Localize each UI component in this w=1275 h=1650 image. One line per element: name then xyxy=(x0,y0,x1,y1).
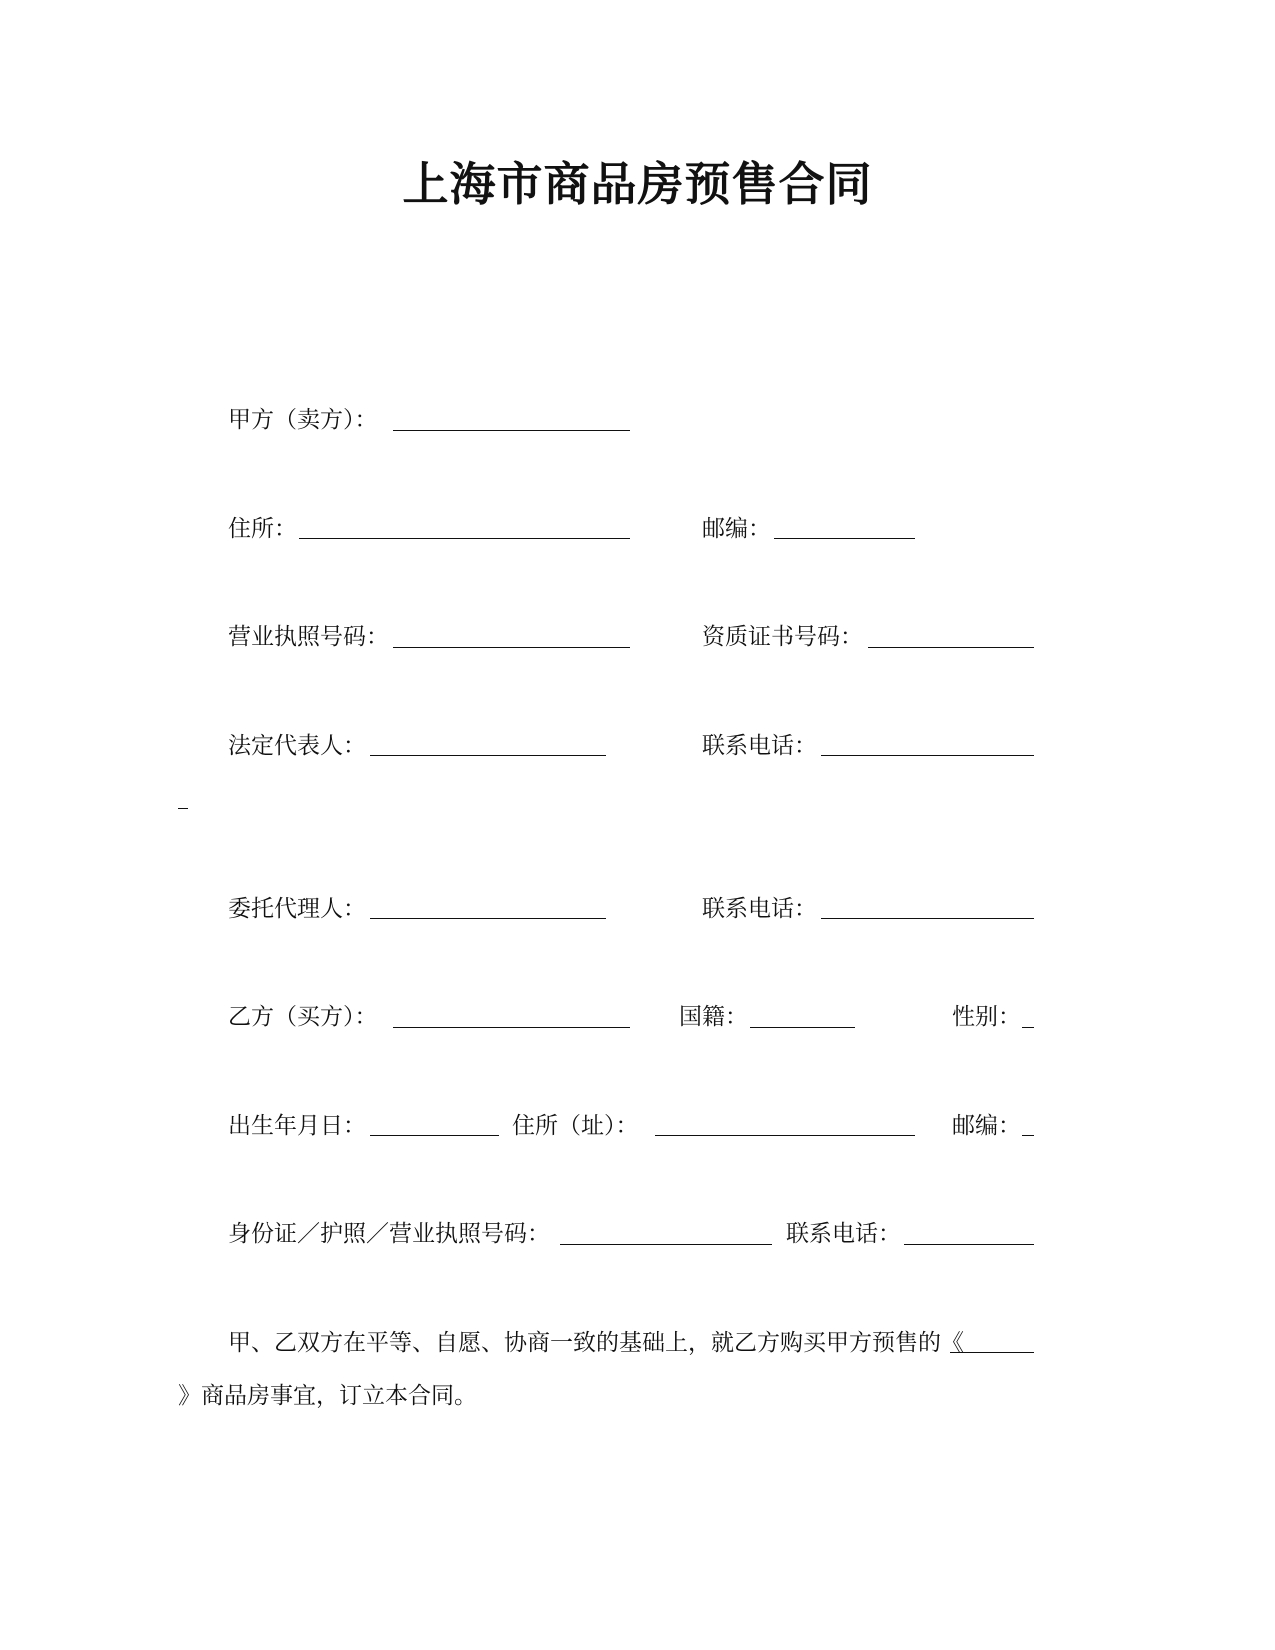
buyer-address-field[interactable] xyxy=(655,1135,915,1136)
project-name-field[interactable] xyxy=(950,1352,1034,1353)
seller-address-label: 住所： xyxy=(228,516,297,542)
page-title: 上海市商品房预售合同 xyxy=(402,157,873,211)
id-number-label: 身份证／护照／营业执照号码： xyxy=(228,1221,550,1247)
gender-field[interactable] xyxy=(1022,1027,1034,1028)
business-license-label: 营业执照号码： xyxy=(228,624,389,650)
buyer-phone-field[interactable] xyxy=(904,1244,1034,1245)
preamble-line-1: 甲、乙双方在平等、自愿、协商一致的基础上，就乙方购买甲方预售的《 xyxy=(228,1330,964,1356)
seller-postcode-label: 邮编： xyxy=(702,516,771,542)
buyer-party-label: 乙方（买方）： xyxy=(228,1004,378,1030)
birthdate-label: 出生年月日： xyxy=(228,1113,366,1139)
legal-rep-field[interactable] xyxy=(370,755,606,756)
seller-party-field[interactable] xyxy=(393,430,630,431)
buyer-phone-label: 联系电话： xyxy=(786,1221,901,1247)
id-number-field[interactable] xyxy=(560,1244,772,1245)
buyer-party-field[interactable] xyxy=(393,1027,630,1028)
agent-phone-label: 联系电话： xyxy=(702,896,817,922)
stray-underline xyxy=(178,808,188,809)
birthdate-field[interactable] xyxy=(370,1135,499,1136)
nationality-field[interactable] xyxy=(750,1027,855,1028)
seller-address-field[interactable] xyxy=(299,538,630,539)
legal-rep-label: 法定代表人： xyxy=(228,733,366,759)
agent-phone-field[interactable] xyxy=(821,918,1034,919)
nationality-label: 国籍： xyxy=(679,1004,748,1030)
seller-party-label: 甲方（卖方）： xyxy=(228,407,378,433)
preamble-line-2: 》商品房事宜，订立本合同。 xyxy=(178,1383,477,1409)
agent-label: 委托代理人： xyxy=(228,896,366,922)
qualification-field[interactable] xyxy=(868,647,1034,648)
buyer-address-label: 住所（址）： xyxy=(512,1113,639,1139)
seller-phone-label: 联系电话： xyxy=(702,733,817,759)
business-license-field[interactable] xyxy=(393,647,630,648)
buyer-postcode-field[interactable] xyxy=(1022,1135,1034,1136)
qualification-label: 资质证书号码： xyxy=(702,624,863,650)
seller-postcode-field[interactable] xyxy=(774,538,915,539)
agent-field[interactable] xyxy=(370,918,606,919)
seller-phone-field[interactable] xyxy=(821,755,1034,756)
buyer-postcode-label: 邮编： xyxy=(952,1113,1021,1139)
gender-label: 性别： xyxy=(952,1004,1021,1030)
